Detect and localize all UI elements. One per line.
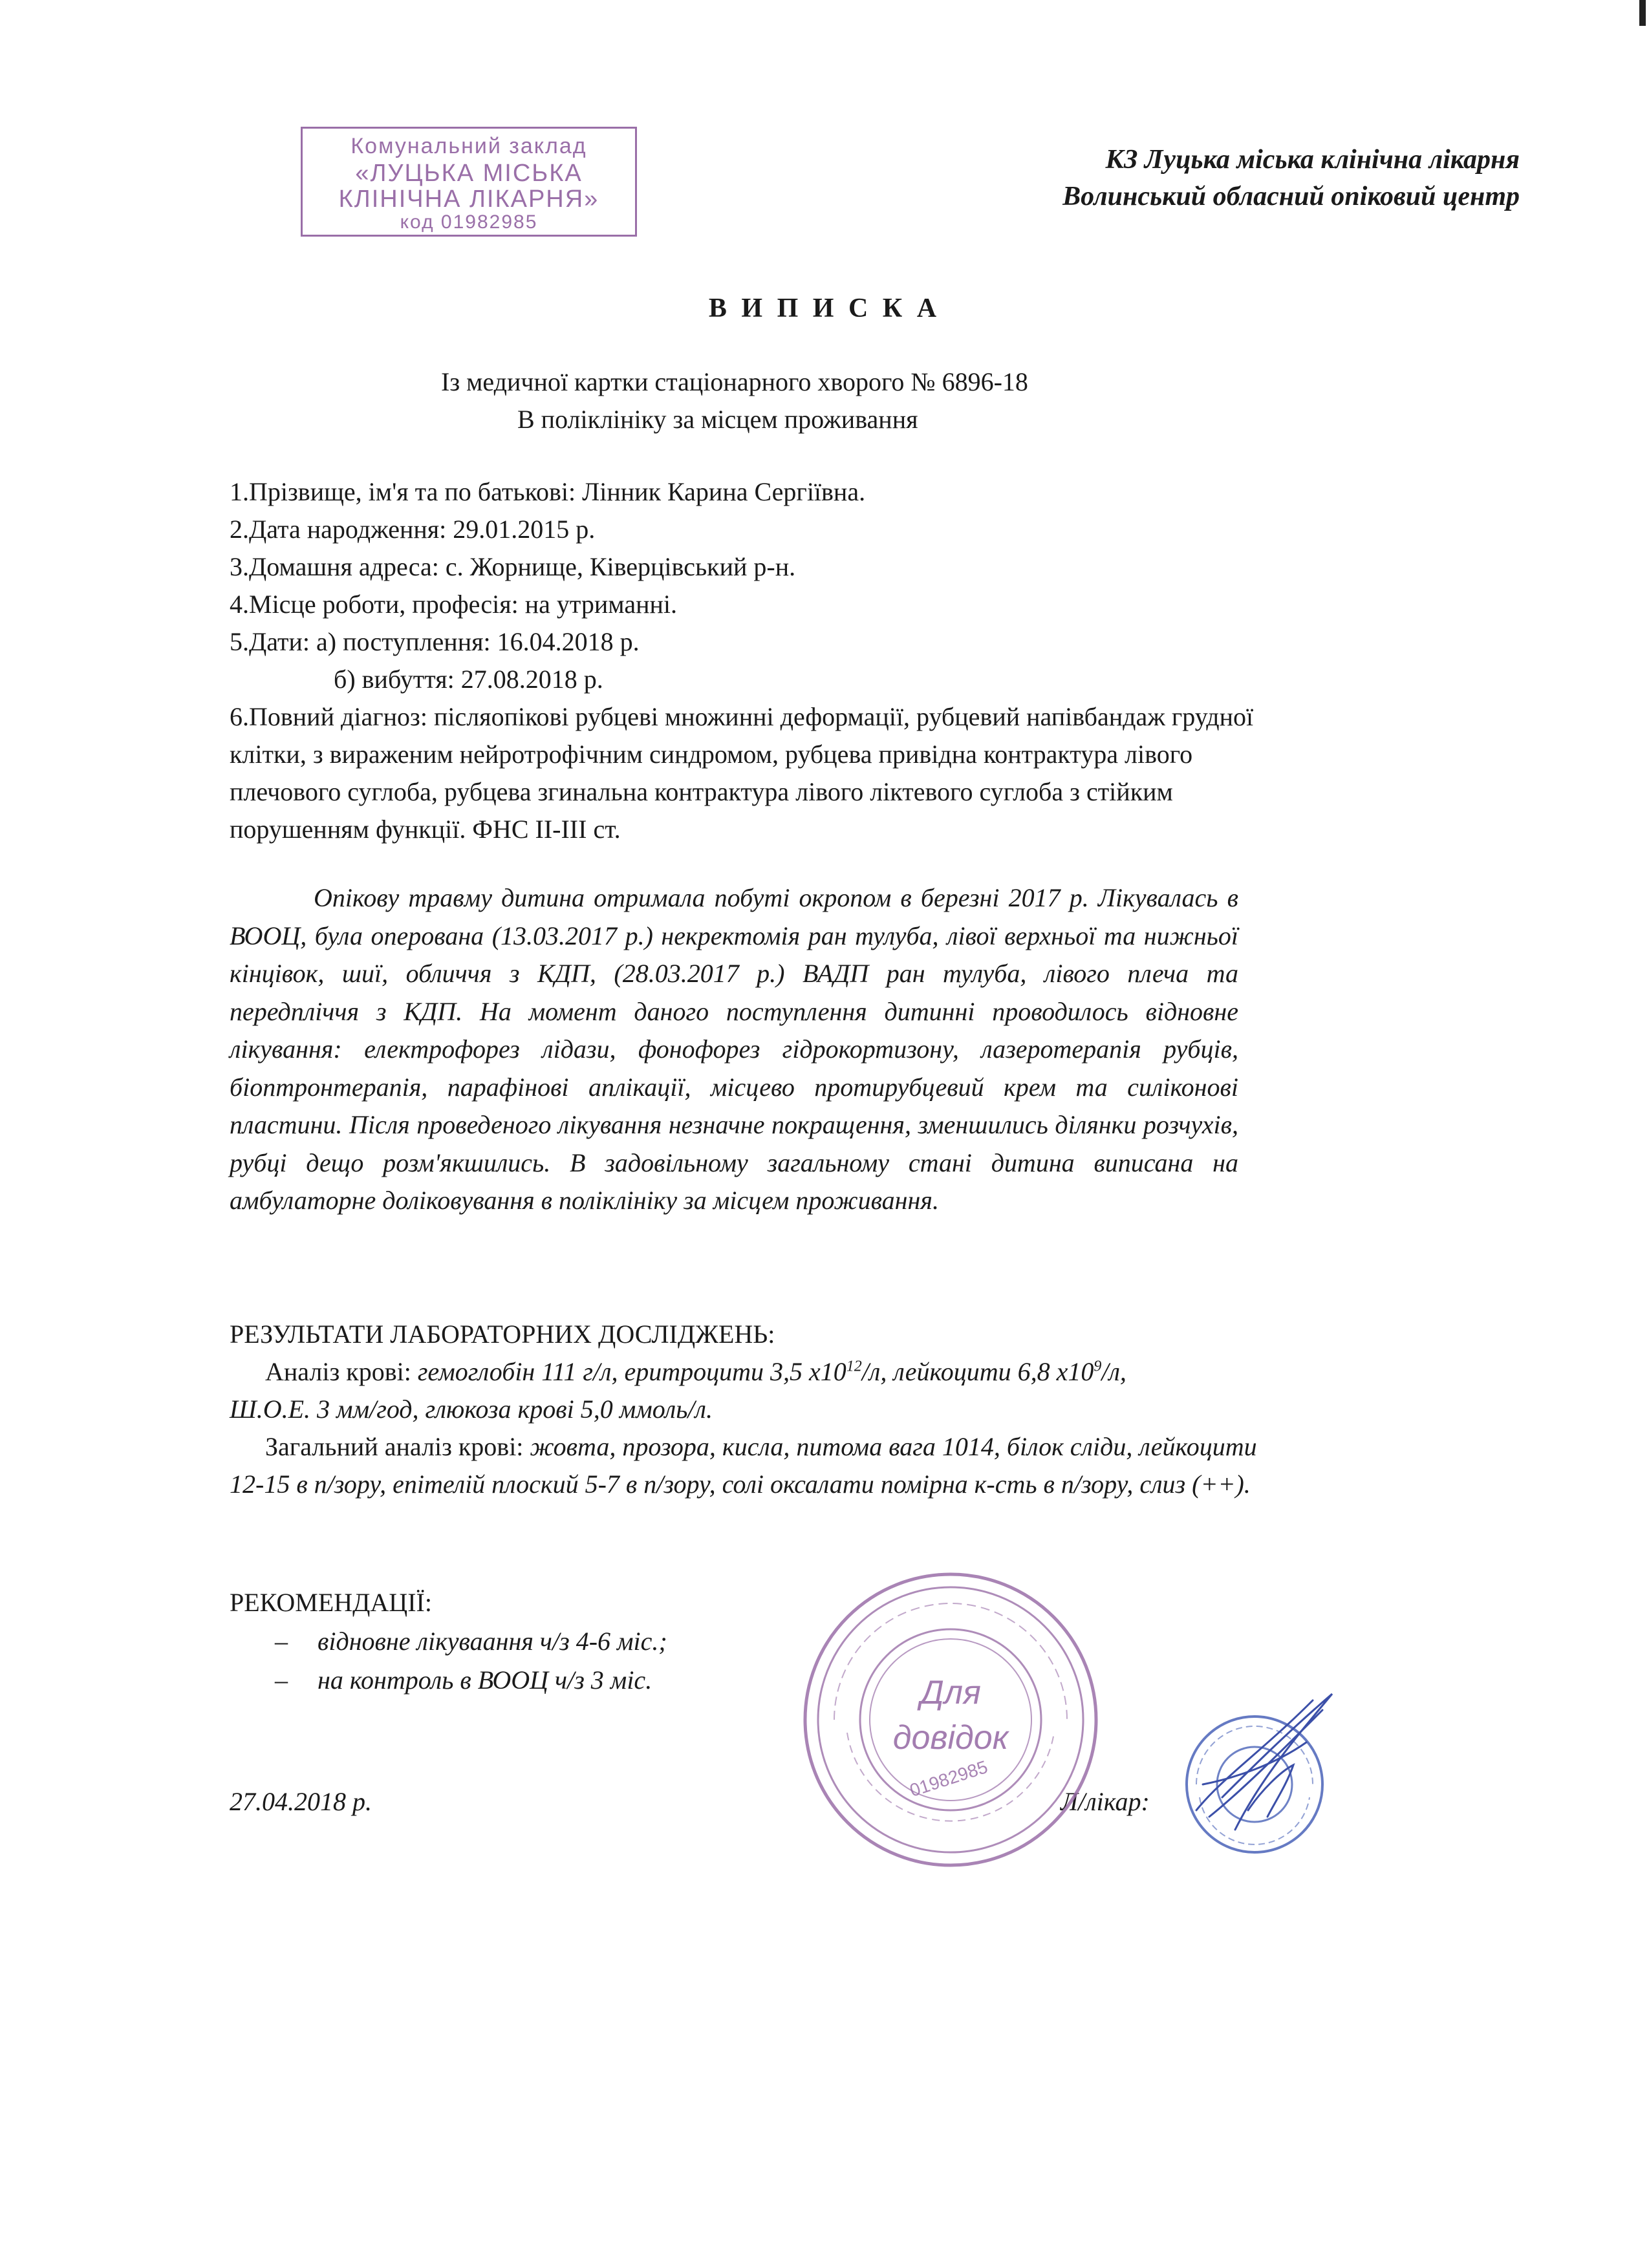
field-admission-date: 5.Дати: а) поступлення: 16.04.2018 р. <box>230 627 640 656</box>
field-diagnosis-line-1: 6.Повний діагноз: післяопікові рубцеві множинні деформації, рубцевий напівбандаж грудної <box>230 702 1254 731</box>
lab-blood-exp-1: 12 <box>846 1358 862 1375</box>
doctor-label: Л/лікар: <box>1061 1787 1150 1816</box>
lab-blood-line-1 <box>265 1353 1126 1391</box>
recommendations-heading: РЕКОМЕНДАЦІЇ: <box>230 1588 432 1617</box>
lab-heading: РЕЗУЛЬТАТИ ЛАБОРАТОРНИХ ДОСЛІДЖЕНЬ: <box>230 1320 775 1349</box>
footer-date: 27.04.2018 р. <box>230 1787 372 1816</box>
lab-blood-label: Аналіз крові: <box>265 1357 411 1386</box>
field-birth-date: 2.Дата народження: 29.01.2015 р. <box>230 515 596 544</box>
lab-blood-exp-2: 9 <box>1094 1358 1102 1375</box>
field-diagnosis-line-4: порушенням функції. ФНС ІІ-ІІІ ст. <box>230 815 621 844</box>
stamp-line-4: код 01982985 <box>400 211 538 233</box>
subtitle-card-number: Із медичної картки стаціонарного хворого № 6896-18 <box>441 367 1028 396</box>
stamp-line-1: Комунальний заклад <box>350 134 587 158</box>
hospital-rect-stamp <box>301 127 637 237</box>
lab-blood-line-2: Ш.О.Е. 3 мм/год, глюкоза крові 5,0 ммоль/л. <box>230 1395 713 1424</box>
document-title: В И П И С К А <box>708 294 941 323</box>
scan-edge-mark <box>1639 0 1646 26</box>
round-stamp <box>795 1565 1106 1875</box>
stamp-line-2: «ЛУЦЬКА МІСЬКА <box>355 160 583 187</box>
field-workplace: 4.Місце роботи, професія: на утриманні. <box>230 590 678 619</box>
lab-urine-values: жовта, прозора, кисла, питома вага 1014, білок сліди, лейкоцити <box>530 1432 1257 1461</box>
field-discharge-date: б) вибуття: 27.08.2018 р. <box>334 665 603 694</box>
field-diagnosis-line-2: клітки, з вираженим нейротрофічним синдромом, рубцева привідна контрактура лівого <box>230 740 1193 769</box>
round-stamp-code: 01982985 <box>907 1756 991 1801</box>
lab-urine-label: Загальний аналіз крові: <box>265 1432 524 1461</box>
recommendation-bullet: – <box>275 1627 288 1656</box>
recommendation-bullet: – <box>275 1665 288 1695</box>
doctor-signature <box>1183 1681 1352 1849</box>
header-center: Волинський обласний опіковий центр <box>1062 182 1520 211</box>
field-full-name: 1.Прізвище, ім'я та по батькові: Лінник Карина Сергіївна. <box>230 477 866 506</box>
round-stamp-center-2: довідок <box>892 1719 1009 1757</box>
treatment-history: Опікову травму дитина отримала побуті окропом в березні 2017 р. Лікувалась в ВООЦ, була оперована (13.03.2017 р.) некректомія ран тулуба, лівої верхньої та нижньої кінцівок, шиї, обличчя з КДП, (28.03.2017 р.) ВАДП ран тулуба, лівого плеча та передпліччя з КДП. На момент даного поступлення дитинні проводилось відновне лікування: електрофорез лідази, фонофорез гідрокортизону, лазеротерапія рубців, біоптронтерапія, парафінові аплікації, місцево протирубцевий крем та силіконові пластини. Після проведеного лікування незначне покращення, зменшились ділянки розчухів, рубці дещо розм'якшились. В задовільному загальному стані дитина виписана на амбулаторне доліковування в поліклініку за місцем проживання. <box>230 883 1238 1215</box>
recommendation-text: на контроль в ВООЦ ч/з 3 міс. <box>318 1665 652 1695</box>
lab-urine-line-2: 12-15 в п/зору, епітелій плоский 5-7 в п/зору, солі оксалати помірна к-сть в п/зору, слиз (++). <box>230 1470 1251 1499</box>
lab-blood-values-b: /л, лейкоцити 6,8 х10 <box>861 1357 1094 1386</box>
stamp-line-3: КЛІНІЧНА ЛІКАРНЯ» <box>338 186 599 213</box>
recommendation-item <box>275 1623 667 1660</box>
recommendation-text: відновне лікуваання ч/з 4-6 міс.; <box>318 1627 667 1656</box>
field-address: 3.Домашня адреса: с. Жорнище, Ківерцівський р-н. <box>230 552 796 581</box>
header-hospital: КЗ Луцька міська клінічна лікарня <box>1105 145 1520 175</box>
recommendation-item <box>275 1662 652 1699</box>
field-diagnosis-line-3: плечового суглоба, рубцева згинальна контрактура лівого ліктевого суглоба з стійким <box>230 777 1173 806</box>
lab-blood-values-c: /л, <box>1101 1357 1126 1386</box>
lab-urine-line-1 <box>265 1428 1257 1466</box>
subtitle-destination: В поліклініку за місцем проживання <box>517 405 918 434</box>
lab-blood-values-a: гемоглобін 111 г/л, еритроцити 3,5 х10 <box>417 1357 846 1386</box>
round-stamp-center-1: Для <box>920 1674 981 1711</box>
